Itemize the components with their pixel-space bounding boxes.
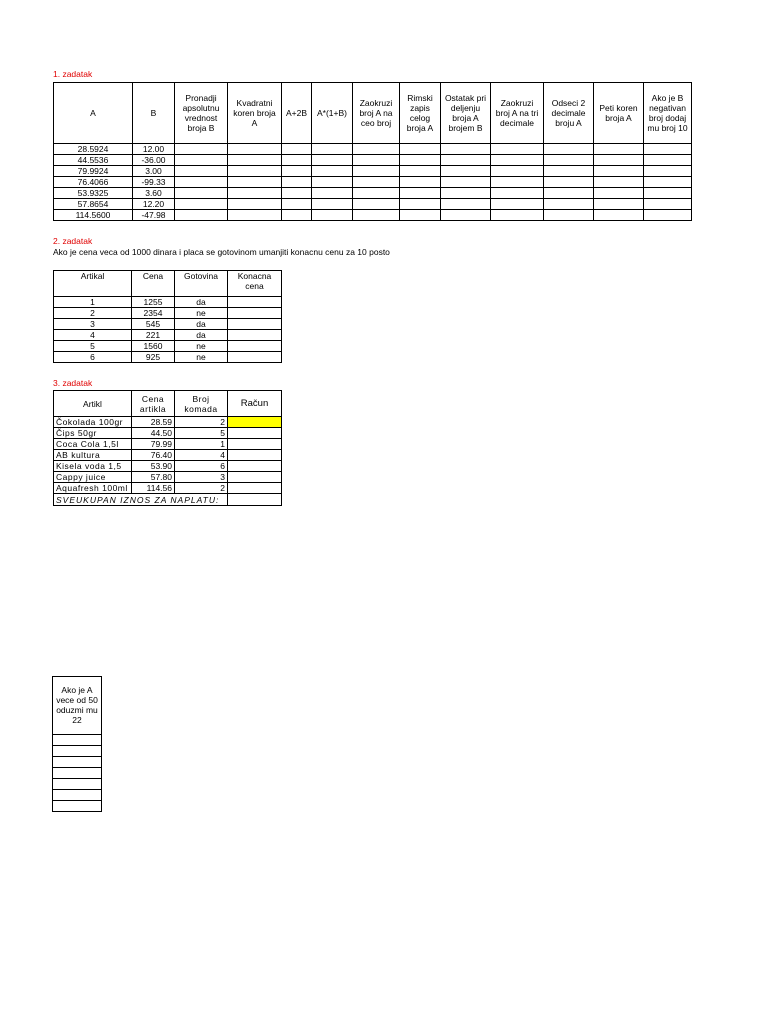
empty-cell[interactable] [53, 746, 102, 757]
cell-cena: 2354 [132, 308, 175, 319]
cell-broj-komada: 1 [175, 439, 228, 450]
empty-cell[interactable] [594, 210, 644, 221]
empty-cell[interactable] [175, 144, 228, 155]
empty-cell[interactable] [282, 166, 312, 177]
cell-konacna-cena[interactable] [228, 297, 282, 308]
empty-cell[interactable] [544, 210, 594, 221]
header-a: A [54, 83, 133, 144]
cell-cena-artikla: 53.90 [132, 461, 175, 472]
task4-table [52, 676, 102, 812]
cell-cena: 1560 [132, 341, 175, 352]
empty-cell[interactable] [441, 144, 491, 155]
cell-a: 114.5600 [54, 210, 133, 221]
empty-cell[interactable] [228, 166, 282, 177]
header-trunc2-a: Odseci 2 decimale broju A [544, 83, 594, 144]
cell-gotovina: da [175, 330, 228, 341]
header-if-b-negative: Ako je B negativan broj dodaj mu broj 10 [644, 83, 692, 144]
cell-gotovina: ne [175, 308, 228, 319]
cell-artikal: 2 [54, 308, 132, 319]
cell-a: 76.4066 [54, 177, 133, 188]
empty-cell[interactable] [441, 210, 491, 221]
empty-cell[interactable] [544, 166, 594, 177]
empty-cell[interactable] [228, 144, 282, 155]
empty-cell[interactable] [491, 177, 544, 188]
cell-cena: 925 [132, 352, 175, 363]
header-artikl: Artikl [54, 391, 132, 417]
table-row [53, 757, 102, 768]
cell-gotovina: ne [175, 352, 228, 363]
cell-cena: 1255 [132, 297, 175, 308]
cell-cena: 545 [132, 319, 175, 330]
empty-cell[interactable] [228, 199, 282, 210]
empty-cell[interactable] [644, 155, 692, 166]
table-row [54, 483, 282, 494]
empty-cell[interactable] [282, 155, 312, 166]
table-row [53, 735, 102, 746]
table-row [53, 801, 102, 812]
empty-cell[interactable] [312, 166, 353, 177]
empty-cell[interactable] [175, 188, 228, 199]
empty-cell[interactable] [175, 199, 228, 210]
task1-header-row [54, 83, 692, 144]
cell-b: 3.00 [133, 166, 175, 177]
cell-racun[interactable] [228, 439, 282, 450]
empty-cell[interactable] [312, 188, 353, 199]
empty-cell[interactable] [400, 155, 441, 166]
table-row [53, 779, 102, 790]
header-round3-a: Zaokruzi broj A na tri decimale [491, 83, 544, 144]
empty-cell[interactable] [594, 199, 644, 210]
cell-b: -99.33 [133, 177, 175, 188]
task2-description: Ako je cena veca od 1000 dinara i placa se gotovinom umanjiti konacnu cenu za 10 posto [53, 247, 390, 257]
cell-artikl: Kisela voda 1,5 [54, 461, 132, 472]
cell-racun[interactable] [228, 450, 282, 461]
empty-cell[interactable] [312, 199, 353, 210]
table-row [54, 308, 282, 319]
empty-cell[interactable] [228, 210, 282, 221]
empty-cell[interactable] [544, 188, 594, 199]
cell-broj-komada: 2 [175, 417, 228, 428]
header-sqrt-a: Kvadratni koren broja A [228, 83, 282, 144]
table-row [54, 144, 692, 155]
empty-cell[interactable] [594, 155, 644, 166]
header-cena-artikla: Cena artikla [132, 391, 175, 417]
cell-b: 12.20 [133, 199, 175, 210]
table-row [54, 297, 282, 308]
cell-artikl: Coca Cola 1,5l [54, 439, 132, 450]
header-racun: Račun [228, 391, 282, 417]
header-mod-a-b: Ostatak pri deljenju broja A brojem B [441, 83, 491, 144]
table-row [54, 417, 282, 428]
empty-cell[interactable] [491, 199, 544, 210]
empty-cell[interactable] [644, 199, 692, 210]
cell-artikl: AB kultura [54, 450, 132, 461]
cell-konacna-cena[interactable] [228, 330, 282, 341]
cell-broj-komada: 3 [175, 472, 228, 483]
empty-cell[interactable] [491, 155, 544, 166]
empty-cell[interactable] [441, 188, 491, 199]
empty-cell[interactable] [228, 177, 282, 188]
empty-cell[interactable] [491, 166, 544, 177]
header-gotovina: Gotovina [175, 271, 228, 297]
task3-table [53, 390, 282, 506]
table-row [54, 472, 282, 483]
task1-table [53, 82, 692, 221]
empty-cell[interactable] [491, 144, 544, 155]
empty-cell[interactable] [441, 155, 491, 166]
empty-cell[interactable] [441, 166, 491, 177]
empty-cell[interactable] [228, 155, 282, 166]
empty-cell[interactable] [400, 166, 441, 177]
cell-konacna-cena[interactable] [228, 341, 282, 352]
empty-cell[interactable] [353, 199, 400, 210]
empty-cell[interactable] [175, 177, 228, 188]
task3-footer-row [54, 494, 282, 506]
cell-racun[interactable] [228, 428, 282, 439]
empty-cell[interactable] [353, 144, 400, 155]
cell-cena-artikla: 114.56 [132, 483, 175, 494]
empty-cell[interactable] [282, 188, 312, 199]
cell-artikal: 4 [54, 330, 132, 341]
table-row [54, 341, 282, 352]
cell-broj-komada: 6 [175, 461, 228, 472]
table-row [54, 199, 692, 210]
header-fifth-root-a: Peti koren broja A [594, 83, 644, 144]
empty-cell[interactable] [644, 144, 692, 155]
empty-cell[interactable] [282, 210, 312, 221]
empty-cell[interactable] [544, 199, 594, 210]
cell-b: 3.60 [133, 188, 175, 199]
total-value-cell[interactable] [228, 494, 282, 506]
total-label: SVEUKUPAN IZNOS ZA NAPLATU: [54, 494, 228, 506]
header-artikal: Artikal [54, 271, 132, 297]
table-row [54, 210, 692, 221]
empty-cell[interactable] [53, 735, 102, 746]
empty-cell[interactable] [644, 210, 692, 221]
cell-artikal: 1 [54, 297, 132, 308]
empty-cell[interactable] [175, 210, 228, 221]
cell-artikal: 6 [54, 352, 132, 363]
empty-cell[interactable] [312, 210, 353, 221]
table-row [54, 450, 282, 461]
cell-broj-komada: 4 [175, 450, 228, 461]
empty-cell[interactable] [441, 199, 491, 210]
empty-cell[interactable] [353, 188, 400, 199]
empty-cell[interactable] [400, 177, 441, 188]
empty-cell[interactable] [312, 155, 353, 166]
cell-a: 53.9325 [54, 188, 133, 199]
empty-cell[interactable] [282, 177, 312, 188]
cell-konacna-cena[interactable] [228, 319, 282, 330]
cell-broj-komada: 5 [175, 428, 228, 439]
cell-racun[interactable] [228, 472, 282, 483]
empty-cell[interactable] [441, 177, 491, 188]
cell-gotovina: ne [175, 341, 228, 352]
table-row [54, 177, 692, 188]
table-row [54, 188, 692, 199]
empty-cell[interactable] [400, 199, 441, 210]
table-row [54, 428, 282, 439]
table-row [53, 790, 102, 801]
task4-header-row [53, 677, 102, 735]
cell-artikal: 3 [54, 319, 132, 330]
task2-title: 2. zadatak [53, 236, 93, 246]
empty-cell[interactable] [175, 155, 228, 166]
task2-table [53, 270, 282, 363]
empty-cell[interactable] [544, 177, 594, 188]
empty-cell[interactable] [594, 166, 644, 177]
empty-cell[interactable] [400, 210, 441, 221]
empty-cell[interactable] [53, 757, 102, 768]
header-broj-komada: Broj komada [175, 391, 228, 417]
cell-b: -36.00 [133, 155, 175, 166]
table-row [54, 319, 282, 330]
cell-cena: 221 [132, 330, 175, 341]
cell-racun[interactable] [228, 483, 282, 494]
cell-konacna-cena[interactable] [228, 308, 282, 319]
empty-cell[interactable] [544, 155, 594, 166]
header-if-a-gt-50: Ako je A vece od 50 oduzmi mu 22 [53, 677, 102, 735]
cell-gotovina: da [175, 319, 228, 330]
cell-cena-artikla: 57.80 [132, 472, 175, 483]
cell-a: 79.9924 [54, 166, 133, 177]
empty-cell[interactable] [353, 177, 400, 188]
empty-cell[interactable] [312, 177, 353, 188]
empty-cell[interactable] [644, 177, 692, 188]
empty-cell[interactable] [353, 210, 400, 221]
header-a-times-1-plus-b: A*(1+B) [312, 83, 353, 144]
empty-cell[interactable] [594, 144, 644, 155]
cell-cena-artikla: 76.40 [132, 450, 175, 461]
cell-artikal: 5 [54, 341, 132, 352]
cell-artikl: Aquafresh 100ml [54, 483, 132, 494]
empty-cell[interactable] [400, 188, 441, 199]
task2-header-row [54, 271, 282, 297]
cell-artikl: Cappy juice [54, 472, 132, 483]
table-row [53, 768, 102, 779]
empty-cell[interactable] [644, 188, 692, 199]
empty-cell[interactable] [53, 768, 102, 779]
cell-cena-artikla: 44.50 [132, 428, 175, 439]
table-row [54, 155, 692, 166]
cell-racun[interactable] [228, 417, 282, 428]
cell-b: 12.00 [133, 144, 175, 155]
empty-cell[interactable] [491, 188, 544, 199]
table-row [54, 330, 282, 341]
header-cena: Cena [132, 271, 175, 297]
task1-title: 1. zadatak [53, 69, 93, 79]
table-row [53, 746, 102, 757]
cell-artikl: Čokolada 100gr [54, 417, 132, 428]
cell-gotovina: da [175, 297, 228, 308]
header-abs-b: Pronadji apsolutnu vrednost broja B [175, 83, 228, 144]
empty-cell[interactable] [544, 144, 594, 155]
header-round-a: Zaokruzi broj A na ceo broj [353, 83, 400, 144]
empty-cell[interactable] [228, 188, 282, 199]
table-row [54, 439, 282, 450]
empty-cell[interactable] [53, 790, 102, 801]
cell-racun[interactable] [228, 461, 282, 472]
empty-cell[interactable] [491, 210, 544, 221]
task3-title: 3. zadatak [53, 378, 93, 388]
empty-cell[interactable] [312, 144, 353, 155]
cell-artikl: Čips 50gr [54, 428, 132, 439]
task3-header-row [54, 391, 282, 417]
empty-cell[interactable] [282, 199, 312, 210]
empty-cell[interactable] [53, 779, 102, 790]
empty-cell[interactable] [594, 188, 644, 199]
cell-a: 28.5924 [54, 144, 133, 155]
cell-a: 57.8654 [54, 199, 133, 210]
empty-cell[interactable] [175, 166, 228, 177]
header-roman-a: Rimski zapis celog broja A [400, 83, 441, 144]
table-row [54, 461, 282, 472]
table-row [54, 166, 692, 177]
header-konacna-cena: Konacna cena [228, 271, 282, 297]
cell-a: 44.5536 [54, 155, 133, 166]
empty-cell[interactable] [644, 166, 692, 177]
empty-cell[interactable] [282, 144, 312, 155]
empty-cell[interactable] [594, 177, 644, 188]
cell-b: -47.98 [133, 210, 175, 221]
empty-cell[interactable] [353, 166, 400, 177]
header-b: B [133, 83, 175, 144]
cell-cena-artikla: 28.59 [132, 417, 175, 428]
table-row [54, 352, 282, 363]
cell-cena-artikla: 79.99 [132, 439, 175, 450]
header-a-plus-2b: A+2B [282, 83, 312, 144]
cell-broj-komada: 2 [175, 483, 228, 494]
empty-cell[interactable] [400, 144, 441, 155]
cell-konacna-cena[interactable] [228, 352, 282, 363]
empty-cell[interactable] [353, 155, 400, 166]
empty-cell[interactable] [53, 801, 102, 812]
